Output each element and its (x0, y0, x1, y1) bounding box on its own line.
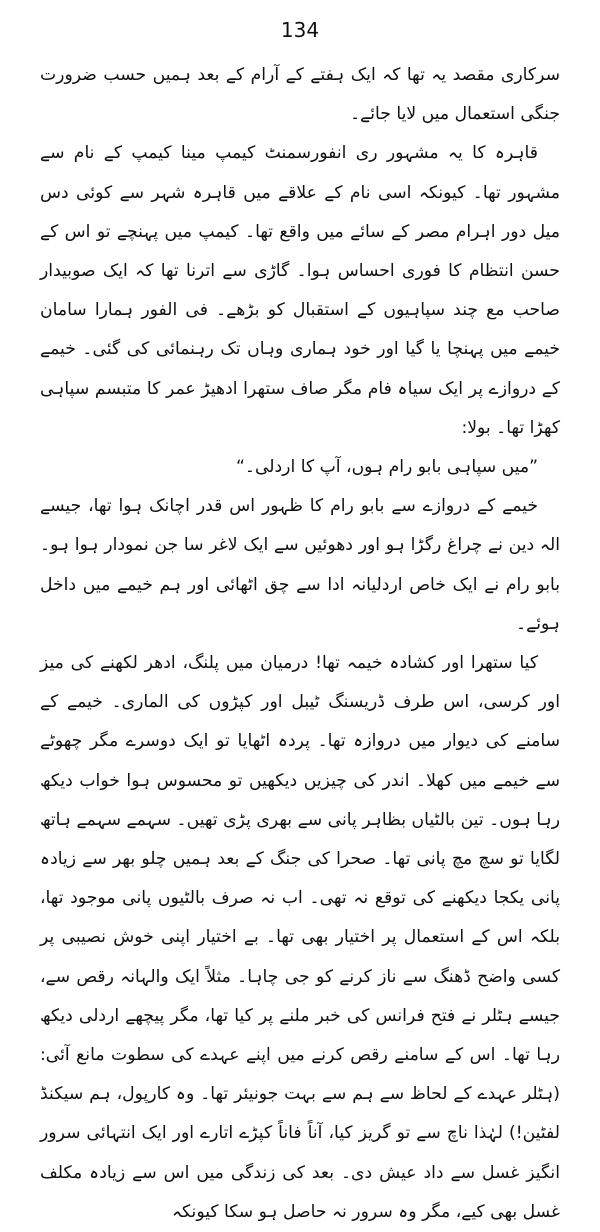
paragraph: ”میں سپاہی بابو رام ہوں، آپ کا اردلی۔“ (235, 457, 538, 478)
paragraph: سرکاری مقصد یہ تھا کہ ایک ہفتے کے آرام کے بعد ہمیں حسب ضرورت جنگی استعمال میں لایا جائے۔ (40, 65, 560, 125)
body-text (40, 56, 560, 1232)
paragraph: خیمے کے دروازے سے بابو رام کا ظہور اس قدر اچانک ہوا تھا، جیسے الہ دین نے چراغ رگڑا ہو اور دھوئیں سے ایک لاغر سا جن نمودار ہوا ہو۔ بابو رام نے ایک خاص اردلیانہ ادا سے چق اٹھائی اور ہم خیمے میں داخل ہوئے۔ (40, 496, 560, 634)
page-number: 134 (280, 18, 320, 42)
paragraph: قاہرہ کا یہ مشہور ری انفورسمنٹ کیمپ مینا کیمپ کے نام سے مشہور تھا۔ کیونکہ اسی نام کے علاقے میں قاہرہ شہر سے کوئی دس میل دور اہرام مصر کے سائے میں واقع تھا۔ کیمپ میں پہنچے تو اس کے حسن انتظام کا فوری احساس ہوا۔ گاڑی سے اترنا تھا کہ ایک صوبیدار صاحب مع چند سپاہیوں کے استقبال کو بڑھے۔ فی الفور ہمارا سامان خیمے میں پہنچا یا گیا اور خود ہماری وہاں تک رہنمائی کی گئی۔ خیمے کے دروازے پر ایک سیاہ فام مگر صاف ستھرا ادھیڑ عمر کا متبسم سپاہی کھڑا تھا۔ بولا: (40, 143, 560, 438)
paragraph: کیا ستھرا اور کشادہ خیمہ تھا! درمیان میں پلنگ، ادھر لکھنے کی میز اور کرسی، اس طرف ڈریسنگ ٹیبل اور کپڑوں کی الماری۔ خیمے کے سامنے کی دیوار میں دروازہ تھا۔ پردہ اٹھایا تو ایک دوسرے مگر چھوٹے سے خیمے میں کھلا۔ اندر کی چیزیں دیکھیں تو محسوس ہوا خواب دیکھ رہا ہوں۔ تین بالٹیاں بظاہر پانی سے بھری پڑی تھیں۔ سہمے سہمے ہاتھ لگایا تو سچ مچ پانی تھا۔ صحرا کی جنگ کے بعد ہمیں چلو بھر سے زیادہ پانی یکجا دیکھنے کی توقع نہ تھی۔ اب نہ صرف بالٹیوں پانی موجود تھا، بلکہ اس کے استعمال پر اختیار بھی تھا۔ بے اختیار اپنی خوش نصیبی پر کسی واضح ڈھنگ سے ناز کرنے کو جی چاہا۔ مثلاً ایک والہانہ رقص سے، جیسے ہٹلر نے فتح فرانس کی خبر ملنے پر کیا تھا، مگر پیچھے اردلی دیکھ رہا تھا۔ اس کے سامنے رقص کرنے میں اپنے عہدے کی سطوت مانع آئی: (ہٹلر عہدے کے لحاظ سے ہم سے بہت جونیئر تھا۔ وہ کارپول، ہم سیکنڈ لفٹین!) لہٰذا ناچ سے تو گریز کیا، آناً فاناً کپڑے اتارے اور ایک انتہائی سرور انگیز غسل سے داد عیش دی۔ بعد کی زندگی میں اس سے زیادہ مکلف غسل بھی کیے، مگر وہ سرور نہ حاصل ہو سکا کیونکہ (40, 653, 560, 1222)
